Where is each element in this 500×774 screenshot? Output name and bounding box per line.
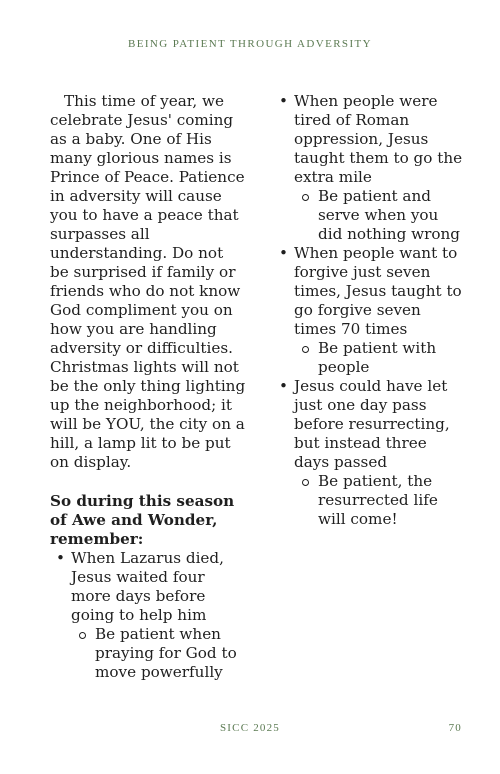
sub-list-item: Be patient when praying for God to move powerfully: [73, 625, 246, 682]
sub-list-item: Be patient and serve when you did nothing wrong: [296, 187, 463, 244]
bullet-text: When people were tired of Roman oppression, Jesus taught them to go the extra mile: [294, 92, 463, 186]
footer-label: SICC 2025: [219, 722, 280, 734]
list-item: [273, 244, 463, 377]
bullet-list: [50, 549, 246, 682]
intro-paragraph: This time of year, we celebrate Jesus' coming as a baby. One of His many glorious names is Prince of Peace. Patience in adversity will cause you to have a peace that surpasses all understanding. Do not be surprised if family or friends who do not know God compliment you on how you are handling adversity or difficulties. Christmas lights will not be the only thing lighting up the neighborhood; it will be YOU, the city on a hill, a lamp lit to be put on display.: [50, 92, 246, 471]
sub-list: [296, 187, 463, 244]
bullet-text: When Lazarus died, Jesus waited four more days before going to help him: [71, 549, 224, 624]
right-column: [273, 92, 463, 529]
list-item: [50, 549, 246, 682]
sub-list: [296, 339, 463, 377]
page-number: 70: [448, 722, 462, 734]
list-item: [273, 377, 463, 529]
sub-list-item: Be patient with people: [296, 339, 463, 377]
running-header: BEING PATIENT THROUGH ADVERSITY: [128, 38, 372, 50]
section-heading: So during this season of Awe and Wonder, remember:: [50, 492, 235, 548]
left-column: [50, 92, 246, 682]
bullet-text: When people want to forgive just seven times, Jesus taught to go forgive seven times 70 times: [294, 244, 462, 338]
list-item: [273, 92, 463, 244]
bullet-text: Jesus could have let just one day pass before resurrecting, but instead three days passed: [294, 377, 450, 471]
sub-list: [296, 472, 463, 529]
bullet-list: [273, 92, 463, 529]
sub-list-item: Be patient, the resurrected life will come!: [296, 472, 463, 529]
sub-list: [73, 625, 246, 682]
